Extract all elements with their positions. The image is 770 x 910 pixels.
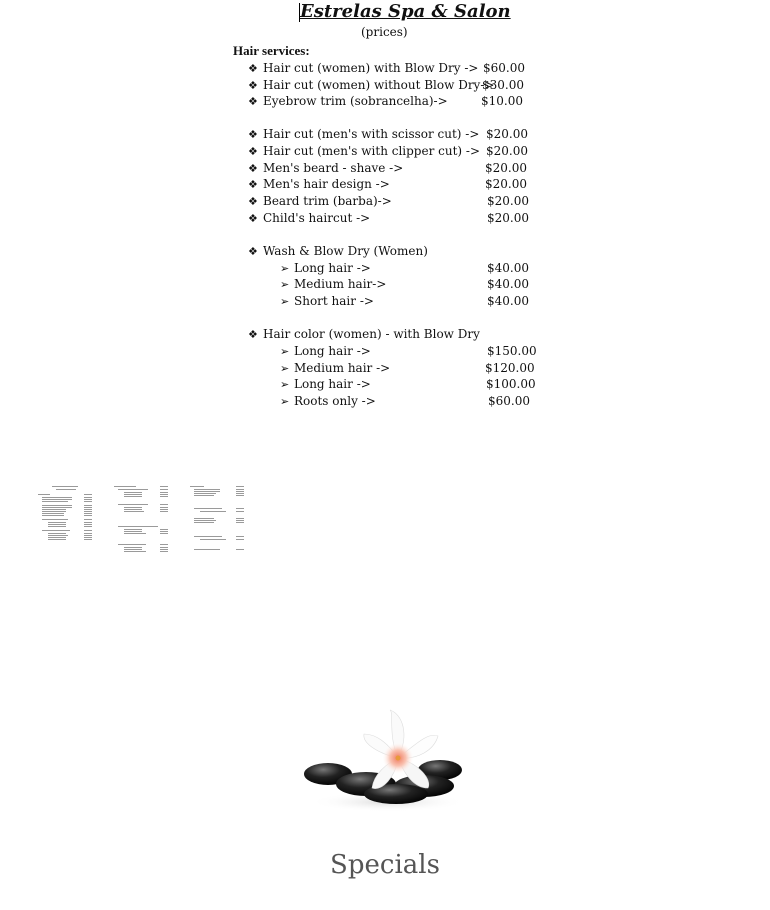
price-item-label: Short hair ->	[294, 294, 374, 308]
price-item-value: $20.00	[485, 161, 527, 175]
price-item-value: $40.00	[487, 294, 529, 308]
price-item-value: $20.00	[485, 177, 527, 191]
price-item-value: $60.00	[488, 394, 530, 408]
price-item-label: Hair color (women) - with Blow Dry	[263, 327, 480, 341]
price-item	[0, 376, 770, 393]
page-title: Estrelas Spa & Salon	[300, 1, 511, 22]
bullet-icon: ❖	[248, 128, 258, 141]
specials-heading: Specials	[330, 850, 440, 880]
page-thumbnails[interactable]	[38, 486, 248, 558]
price-item-label: Hair cut (women) with Blow Dry ->	[263, 61, 479, 75]
price-item-value: $20.00	[487, 211, 529, 225]
arrow-bullet-icon: ➢	[280, 278, 290, 291]
price-item-label: Medium hair ->	[294, 361, 391, 375]
price-item	[0, 393, 770, 410]
price-item-label: Hair cut (men's with clipper cut) ->	[263, 144, 481, 158]
price-item-value: $20.00	[486, 144, 528, 158]
price-item-label: Long hair ->	[294, 377, 371, 391]
price-item	[0, 126, 770, 143]
price-item	[0, 276, 770, 293]
price-item	[0, 210, 770, 227]
section-heading: Hair services:	[233, 43, 310, 58]
price-item-label: Roots only ->	[294, 394, 376, 408]
arrow-bullet-icon: ➢	[280, 362, 290, 375]
price-item-value: $150.00	[487, 344, 537, 358]
price-item-label: Long hair ->	[294, 261, 371, 275]
bullet-icon: ❖	[248, 62, 258, 75]
price-item-value: $20.00	[486, 127, 528, 141]
arrow-bullet-icon: ➢	[280, 262, 290, 275]
price-item-label: Men's hair design ->	[263, 177, 390, 191]
price-item-label: Beard trim (barba)->	[263, 194, 392, 208]
price-item-value: $40.00	[487, 277, 529, 291]
bullet-icon: ❖	[248, 212, 258, 225]
bullet-icon: ❖	[248, 195, 258, 208]
price-item	[0, 260, 770, 277]
price-item	[0, 193, 770, 210]
bullet-icon: ❖	[248, 328, 258, 341]
arrow-bullet-icon: ➢	[280, 345, 290, 358]
price-item	[0, 176, 770, 193]
price-item	[0, 93, 770, 110]
price-item	[0, 60, 770, 77]
price-item-label: Men's beard - shave ->	[263, 161, 404, 175]
price-item-label: Child's haircut ->	[263, 211, 371, 225]
price-item-label: Hair cut (men's with scissor cut) ->	[263, 127, 480, 141]
price-item-label: Hair cut (women) without Blow Dry->	[263, 78, 495, 92]
price-item	[0, 243, 770, 260]
page-thumbnail[interactable]	[38, 486, 94, 556]
price-item	[0, 160, 770, 177]
bullet-icon: ❖	[248, 162, 258, 175]
bullet-icon: ❖	[248, 95, 258, 108]
price-item	[0, 77, 770, 94]
arrow-bullet-icon: ➢	[280, 295, 290, 308]
bullet-icon: ❖	[248, 245, 258, 258]
price-item	[0, 343, 770, 360]
price-item-value: $100.00	[486, 377, 536, 391]
price-item-value: $60.00	[483, 61, 525, 75]
price-item-value: $20.00	[487, 194, 529, 208]
price-item-label: Long hair ->	[294, 344, 371, 358]
price-item-value: $10.00	[481, 94, 523, 108]
arrow-bullet-icon: ➢	[280, 378, 290, 391]
page-thumbnail[interactable]	[114, 486, 170, 556]
price-item-value: $40.00	[487, 261, 529, 275]
bullet-icon: ❖	[248, 178, 258, 191]
bullet-icon: ❖	[248, 79, 258, 92]
price-item	[0, 360, 770, 377]
price-item-label: Eyebrow trim (sobrancelha)->	[263, 94, 448, 108]
price-item-value: $30.00	[482, 78, 524, 92]
price-item	[0, 326, 770, 343]
page-thumbnail[interactable]	[190, 486, 246, 556]
bullet-icon: ❖	[248, 145, 258, 158]
price-item-label: Medium hair->	[294, 277, 387, 291]
page-subtitle: (prices)	[361, 25, 408, 39]
price-item-label: Wash & Blow Dry (Women)	[263, 244, 428, 258]
price-item	[0, 293, 770, 310]
price-item-value: $120.00	[485, 361, 535, 375]
arrow-bullet-icon: ➢	[280, 395, 290, 408]
spa-stones-flower-icon	[300, 706, 470, 814]
price-item	[0, 143, 770, 160]
